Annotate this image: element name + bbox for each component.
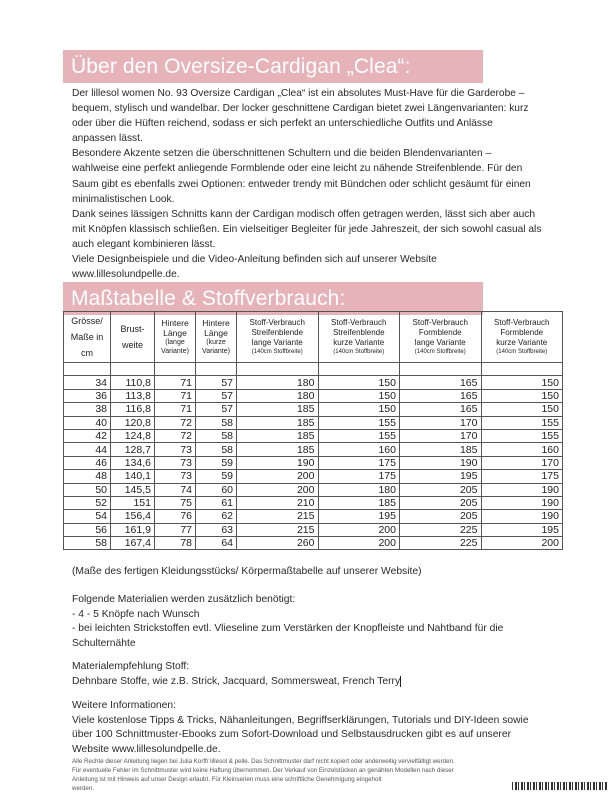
table-cell: 140,1 xyxy=(111,470,155,483)
table-cell: 190 xyxy=(481,483,563,496)
table-cell: 52 xyxy=(64,496,111,509)
table-cell: 175 xyxy=(318,456,400,469)
table-cell: 195 xyxy=(400,470,482,483)
table-cell: 134,6 xyxy=(111,456,155,469)
text-line: mit Knöpfen klassisch schließen. Ein vielseitiger Begleiter für jede Jahreszeit, der sich sowohl casual als xyxy=(72,223,542,235)
table-cell: 60 xyxy=(196,483,237,496)
table-cell: 150 xyxy=(481,376,563,389)
legal-line: werden. xyxy=(72,785,95,792)
info-line: über 100 Schnittmuster-Ebooks zum Sofort-Download und Selbstausdrucken gibt es auf unserer xyxy=(72,729,512,740)
table-cell: 73 xyxy=(155,470,196,483)
table-cell: 160 xyxy=(481,443,563,456)
table-cell: 46 xyxy=(64,456,111,469)
table-cell: 42 xyxy=(64,429,111,442)
table-cell: 155 xyxy=(481,416,563,429)
table-cell: 61 xyxy=(196,496,237,509)
text-line: Der lillesol women No. 93 Oversize Cardigan „Clea“ ist ein absolutes Must-Have für die Garderobe – xyxy=(72,88,525,99)
table-cell: 34 xyxy=(64,376,111,389)
text-line: www.lillesolundpelle.de. xyxy=(72,269,180,281)
text-line: auch elegant kombinieren lässt. xyxy=(72,238,216,250)
table-cell: 215 xyxy=(237,510,319,523)
table-cell: 165 xyxy=(400,403,482,416)
materials-heading: Folgende Materialien werden zusätzlich benötigt: xyxy=(72,594,296,605)
materials-item: Schulternähte xyxy=(72,637,136,649)
table-cell: 78 xyxy=(155,537,196,550)
text-line: oder über die Hüften reichend, sodass er sich perfekt an unterschiedliche Outfits und Anlässe xyxy=(72,118,493,130)
table-cell: 180 xyxy=(318,483,400,496)
column-header-fabric-form-long: Stoff-Verbrauch Formblende lange Variante (140cm Stoffbreite) xyxy=(400,312,482,363)
table-cell: 64 xyxy=(196,537,237,550)
column-header-size: Grösse/ Maße in cm xyxy=(64,312,111,363)
materials-item: - 4 - 5 Knöpfe nach Wunsch xyxy=(72,608,200,620)
table-cell: 50 xyxy=(64,483,111,496)
table-row xyxy=(64,523,563,536)
text-line: wahlweise eine perfekt anliegende Formblende oder eine leicht zu nähende Streifenblende. Für den xyxy=(72,163,523,175)
table-cell: 170 xyxy=(400,429,482,442)
table-cell: 156,4 xyxy=(111,510,155,523)
table-cell: 72 xyxy=(155,429,196,442)
table-cell: 180 xyxy=(237,376,319,389)
table-cell: 58 xyxy=(64,537,111,550)
text-line: Viele Designbeispiele und die Video-Anleitung befinden sich auf unserer Website xyxy=(72,254,437,266)
table-cell: 155 xyxy=(481,429,563,442)
table-cell: 73 xyxy=(155,456,196,469)
table-cell: 54 xyxy=(64,510,111,523)
table-cell: 160 xyxy=(318,443,400,456)
table-cell: 205 xyxy=(400,510,482,523)
table-cell: 190 xyxy=(481,510,563,523)
table-cell: 170 xyxy=(481,456,563,469)
table-cell: 124,8 xyxy=(111,429,155,442)
column-header-fabric-form-short: Stoff-Verbrauch Formblende kurze Variante (140cm Stoffbreite) xyxy=(481,312,563,363)
materials-section xyxy=(72,593,552,651)
table-row xyxy=(64,510,563,523)
table-cell: 165 xyxy=(400,376,482,389)
table-cell: 63 xyxy=(196,523,237,536)
table-cell: 151 xyxy=(111,496,155,509)
table-cell: 195 xyxy=(481,523,563,536)
text-line: anpassen lässt. xyxy=(72,133,143,145)
table-row xyxy=(64,483,563,496)
legal-line: Anleitung ist mit Hinweis auf unser Design erlaubt. Für Kleinserien muss eine schriftliche Genehmigung eingeholt xyxy=(72,776,382,783)
barcode-graphic xyxy=(512,782,607,790)
table-cell: 56 xyxy=(64,523,111,536)
table-cell: 260 xyxy=(237,537,319,550)
info-line: Viele kostenlose Tipps & Tricks, Nähanleitungen, Begriffserklärungen, Tutorials und DIY-Ideen sowie xyxy=(72,714,529,726)
table-cell: 175 xyxy=(481,470,563,483)
table-cell: 150 xyxy=(481,389,563,402)
text-line: bequem, stylisch und wandelbar. Der locker geschnittene Cardigan bietet zwei Längenvarianten: kurz xyxy=(72,103,529,115)
table-cell: 71 xyxy=(155,389,196,402)
table-cell: 71 xyxy=(155,403,196,416)
table-row xyxy=(64,443,563,456)
column-header-fabric-strip-long: Stoff-Verbrauch Streifenblende lange Variante (140cm Stoffbreite) xyxy=(237,312,319,363)
table-cell: 116,8 xyxy=(111,403,155,416)
table-row xyxy=(64,456,563,469)
size-table xyxy=(63,311,563,550)
text-line: Besondere Akzente setzen die überschnittenen Schultern und die beiden Blendenvarianten – xyxy=(72,148,492,160)
table-cell: 185 xyxy=(237,403,319,416)
table-row xyxy=(64,429,563,442)
table-cell: 77 xyxy=(155,523,196,536)
table-cell: 73 xyxy=(155,443,196,456)
table-spacer-row xyxy=(64,363,563,376)
table-cell: 59 xyxy=(196,456,237,469)
table-cell: 180 xyxy=(237,389,319,402)
table-cell: 185 xyxy=(237,443,319,456)
table-cell: 113,8 xyxy=(111,389,155,402)
table-cell: 190 xyxy=(400,456,482,469)
table-cell: 57 xyxy=(196,376,237,389)
info-heading: Weitere Informationen: xyxy=(72,700,176,711)
table-note: (Maße des fertigen Kleidungsstücks/ Körpermaßtabelle auf unserer Website) xyxy=(72,566,422,577)
table-cell: 38 xyxy=(64,403,111,416)
table-row xyxy=(64,403,563,416)
table-cell: 110,8 xyxy=(111,376,155,389)
table-cell: 165 xyxy=(400,389,482,402)
table-row xyxy=(64,376,563,389)
table-cell: 155 xyxy=(318,429,400,442)
table-cell: 59 xyxy=(196,470,237,483)
table-cell: 195 xyxy=(318,510,400,523)
table-cell: 215 xyxy=(237,523,319,536)
table-cell: 155 xyxy=(318,416,400,429)
table-cell: 128,7 xyxy=(111,443,155,456)
section-title-about: Über den Oversize-Cardigan „Clea“: xyxy=(71,55,411,78)
table-body xyxy=(64,376,563,550)
table-cell: 185 xyxy=(237,429,319,442)
table-cell: 36 xyxy=(64,389,111,402)
table-row xyxy=(64,537,563,550)
table-cell: 74 xyxy=(155,483,196,496)
legal-notice xyxy=(72,757,552,793)
table-cell: 170 xyxy=(400,416,482,429)
table-cell: 57 xyxy=(196,403,237,416)
fabric-text[interactable]: Dehnbare Stoffe, wie z.B. Strick, Jacquard, Sommersweat, French Terry xyxy=(72,675,401,687)
table-cell: 150 xyxy=(318,403,400,416)
table-cell: 175 xyxy=(318,470,400,483)
table-cell: 200 xyxy=(318,523,400,536)
table-cell: 185 xyxy=(237,416,319,429)
table-cell: 185 xyxy=(318,496,400,509)
table-row xyxy=(64,389,563,402)
table-cell: 200 xyxy=(318,537,400,550)
intro-paragraph xyxy=(72,86,552,282)
legal-line: Für eventuelle Fehler im Schnittmuster wird keine Haftung übernommen. Der Verkauf von Einzelstücken an genähten Modellen nach dieser xyxy=(72,767,454,774)
table-cell: 62 xyxy=(196,510,237,523)
table-cell: 225 xyxy=(400,523,482,536)
table-row xyxy=(64,470,563,483)
table-cell: 200 xyxy=(237,470,319,483)
section-banner-about xyxy=(63,50,483,83)
table-cell: 190 xyxy=(481,496,563,509)
column-header-back-length-short: Hintere Länge (kurze Variante) xyxy=(196,312,237,363)
table-cell: 200 xyxy=(481,537,563,550)
table-cell: 58 xyxy=(196,443,237,456)
table-cell: 205 xyxy=(400,496,482,509)
materials-item: - bei leichten Strickstoffen evtl. Vlieseline zum Verstärken der Knopfleiste und Nahtband für die xyxy=(72,623,504,634)
table-row xyxy=(64,496,563,509)
table-row xyxy=(64,416,563,429)
table-cell: 76 xyxy=(155,510,196,523)
table-cell: 225 xyxy=(400,537,482,550)
table-cell: 200 xyxy=(237,483,319,496)
fabric-section xyxy=(72,660,552,689)
table-cell: 72 xyxy=(155,416,196,429)
text-line: Saum gibt es ebenfalls zwei Optionen: entweder trendy mit Bündchen oder schlicht gesäumt für einen xyxy=(72,178,531,190)
table-cell: 57 xyxy=(196,389,237,402)
table-cell: 71 xyxy=(155,376,196,389)
table-cell: 185 xyxy=(400,443,482,456)
fabric-heading: Materialempfehlung Stoff: xyxy=(72,661,190,672)
table-cell: 145,5 xyxy=(111,483,155,496)
section-title-size-table: Maßtabelle & Stoffverbrauch: xyxy=(71,287,346,310)
table-cell: 161,9 xyxy=(111,523,155,536)
table-cell: 150 xyxy=(481,403,563,416)
text-line: minimalistischen Look. xyxy=(72,193,175,205)
info-line: Website www.lillesolundpelle.de. xyxy=(72,743,221,755)
table-cell: 48 xyxy=(64,470,111,483)
table-cell: 75 xyxy=(155,496,196,509)
text-line: Dank seines lässigen Schnitts kann der Cardigan modisch offen getragen werden, lässt sich aber auch xyxy=(72,208,536,220)
table-cell: 58 xyxy=(196,429,237,442)
table-cell: 40 xyxy=(64,416,111,429)
table-cell: 58 xyxy=(196,416,237,429)
legal-line: Alle Rechte dieser Anleitung liegen bei Julia Korff/ lillesol & pelle. Das Schnittmuster darf nicht kopiert oder anderweitig vervielfältigt werden. xyxy=(72,758,455,765)
info-section xyxy=(72,699,552,757)
column-header-back-length-long: Hintere Länge (lange Variante) xyxy=(155,312,196,363)
table-cell: 44 xyxy=(64,443,111,456)
table-cell: 150 xyxy=(318,376,400,389)
table-cell: 210 xyxy=(237,496,319,509)
column-header-fabric-strip-short: Stoff-Verbrauch Streifenblende kurze Variante (140cm Stoffbreite) xyxy=(318,312,400,363)
table-cell: 150 xyxy=(318,389,400,402)
table-cell: 205 xyxy=(400,483,482,496)
column-header-chest: Brust- weite xyxy=(111,312,155,363)
table-header-row xyxy=(64,312,563,363)
table-cell: 190 xyxy=(237,456,319,469)
table-cell: 120,8 xyxy=(111,416,155,429)
table-cell: 167,4 xyxy=(111,537,155,550)
